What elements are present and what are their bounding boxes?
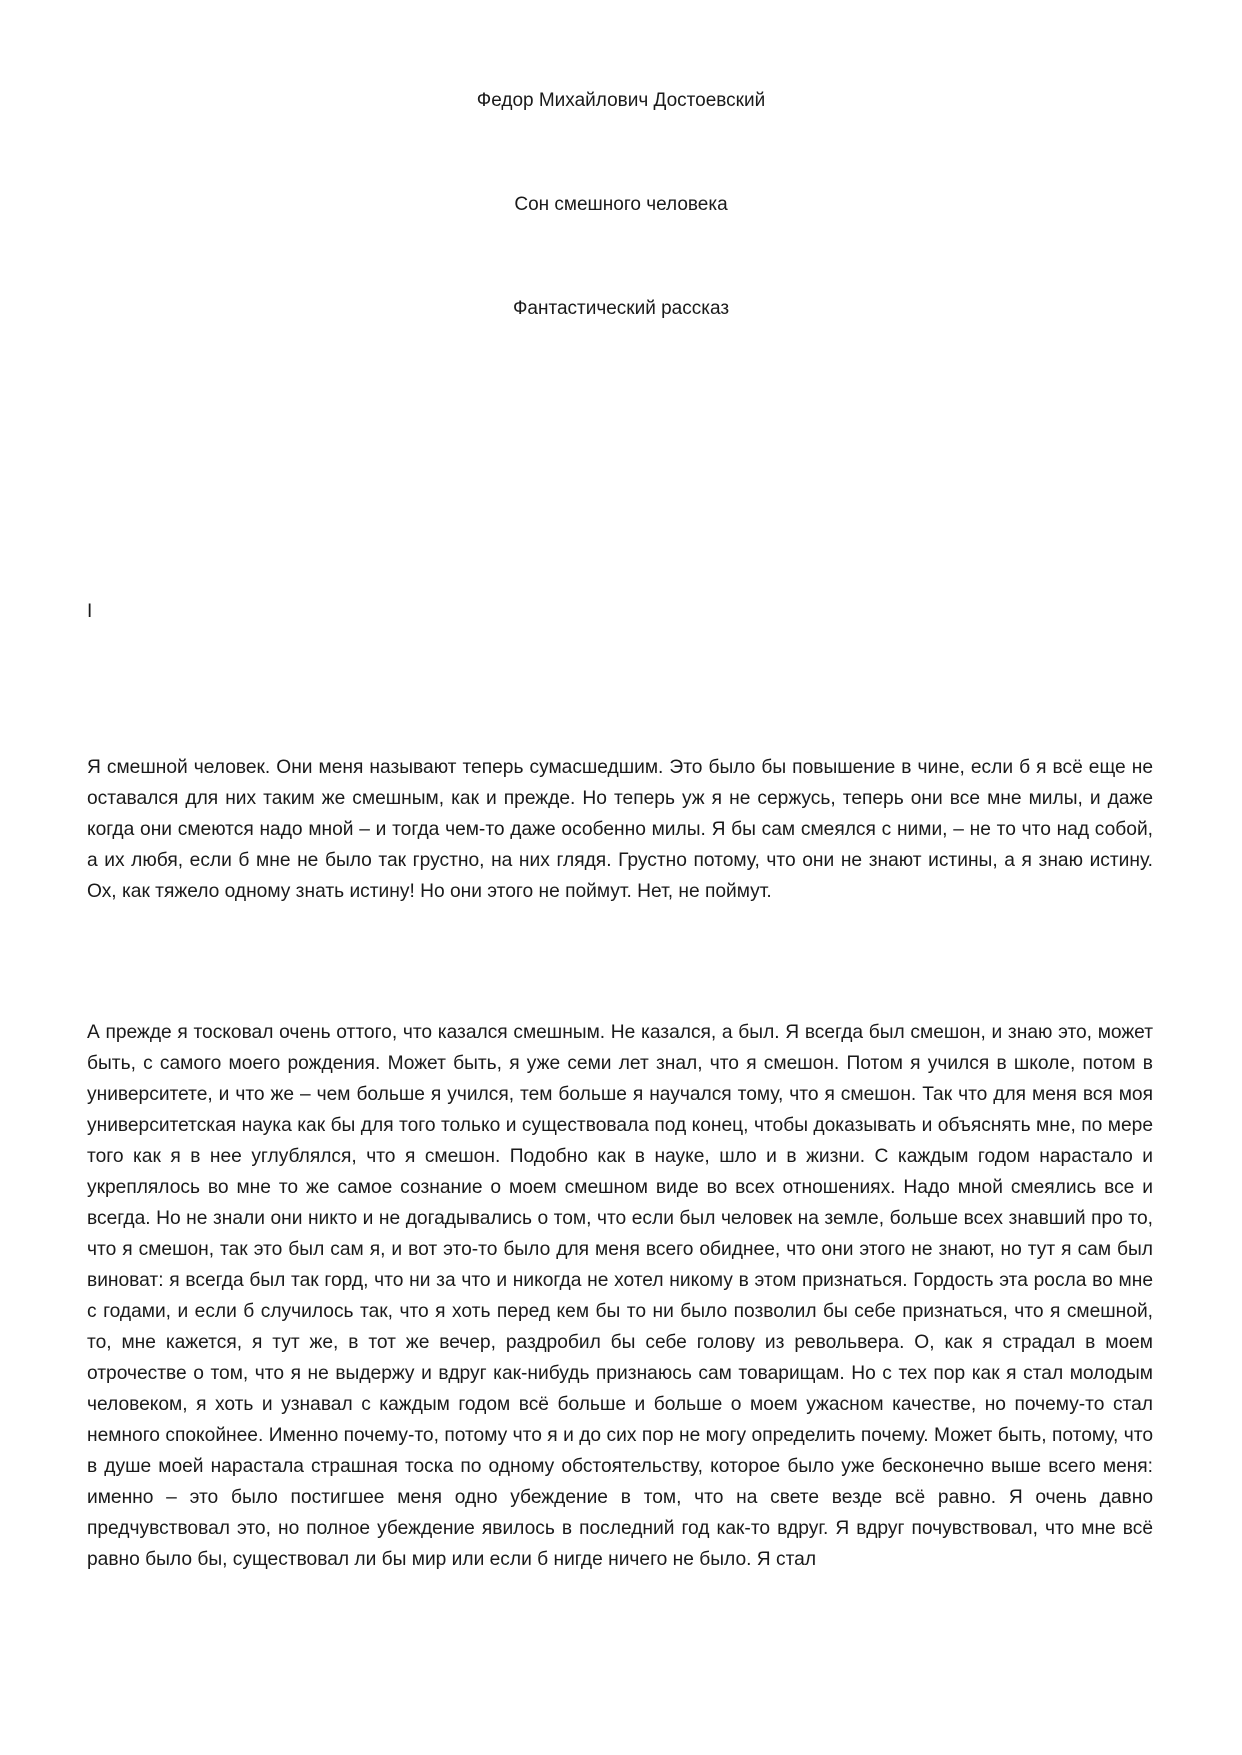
story-title: Сон смешного человека [514, 194, 728, 215]
story-subtitle: Фантастический рассказ [512, 298, 730, 319]
author-name: Федор Михайлович Достоевский [476, 90, 766, 111]
chapter-number: I [87, 601, 93, 622]
paragraph-1: Я смешной человек. Они меня называют теперь сумасшедшим. Это было бы повышение в чине, если б я всё еще не оставался для них таким же смешным, как и прежде. Но теперь уж я не сержусь, теперь они все мне милы, и даже когда они смеются надо мной – и тогда чем-то даже особенно милы. Я бы сам смеялся с ними, – не то что над собой, а их любя, если б мне не было так грустно, на них глядя. Грустно потому, что они не знают истины, а я знаю истину. Ох, как тяжело одному знать истину! Но они этого не поймут. Нет, не поймут. [87, 757, 1153, 902]
paragraph-2: А прежде я тосковал очень оттого, что казался смешным. Не казался, а был. Я всегда был смешон, и знаю это, может быть, с самого моего рождения. Может быть, я уже семи лет знал, что я смешон. Потом я учился в школе, потом в университете, и что же – чем больше я учился, тем больше я научался тому, что я смешон. Так что для меня вся моя университетская наука как бы для того только и существовала под конец, чтобы доказывать и объяснять мне, по мере того как я в нее углублялся, что я смешон. Подобно как в науке, шло и в жизни. С каждым годом нарастало и укреплялось во мне то же самое сознание о моем смешном виде во всех отношениях. Надо мной смеялись все и всегда. Но не знали они никто и не догадывались о том, что если был человек на земле, больше всех знавший про то, что я смешон, так это был сам я, и вот это-то было для меня всего обиднее, что они этого не знают, но тут я сам был виноват: я всегда был так горд, что ни за что и никогда не хотел никому в этом признаться. Гордость эта росла во мне с годами, и если б случилось так, что я хоть перед кем бы то ни было позволил бы себе признаться, что я смешной, то, мне кажется, я тут же, в тот же вечер, раздробил бы себе голову из револьвера. О, как я страдал в моем отрочестве о том, что я не выдержу и вдруг как-нибудь признаюсь сам товарищам. Но с тех пор как я стал молодым человеком, я хоть и узнавал с каждым годом всё больше и больше о моем ужасном качестве, но почему-то стал немного спокойнее. Именно почему-то, потому что я и до сих пор не могу определить почему. Может быть, потому, что в душе моей нарастала страшная тоска по одному обстоятельству, которое было уже бесконечно выше всего меня: именно – это было постигшее меня одно убеждение в том, что на свете везде всё равно. Я очень давно предчувствовал это, но полное убеждение явилось в последний год как-то вдруг. Я вдруг почувствовал, что мне всё равно было бы, существовал ли бы мир или если б нигде ничего не было. Я стал [87, 1022, 1153, 1570]
